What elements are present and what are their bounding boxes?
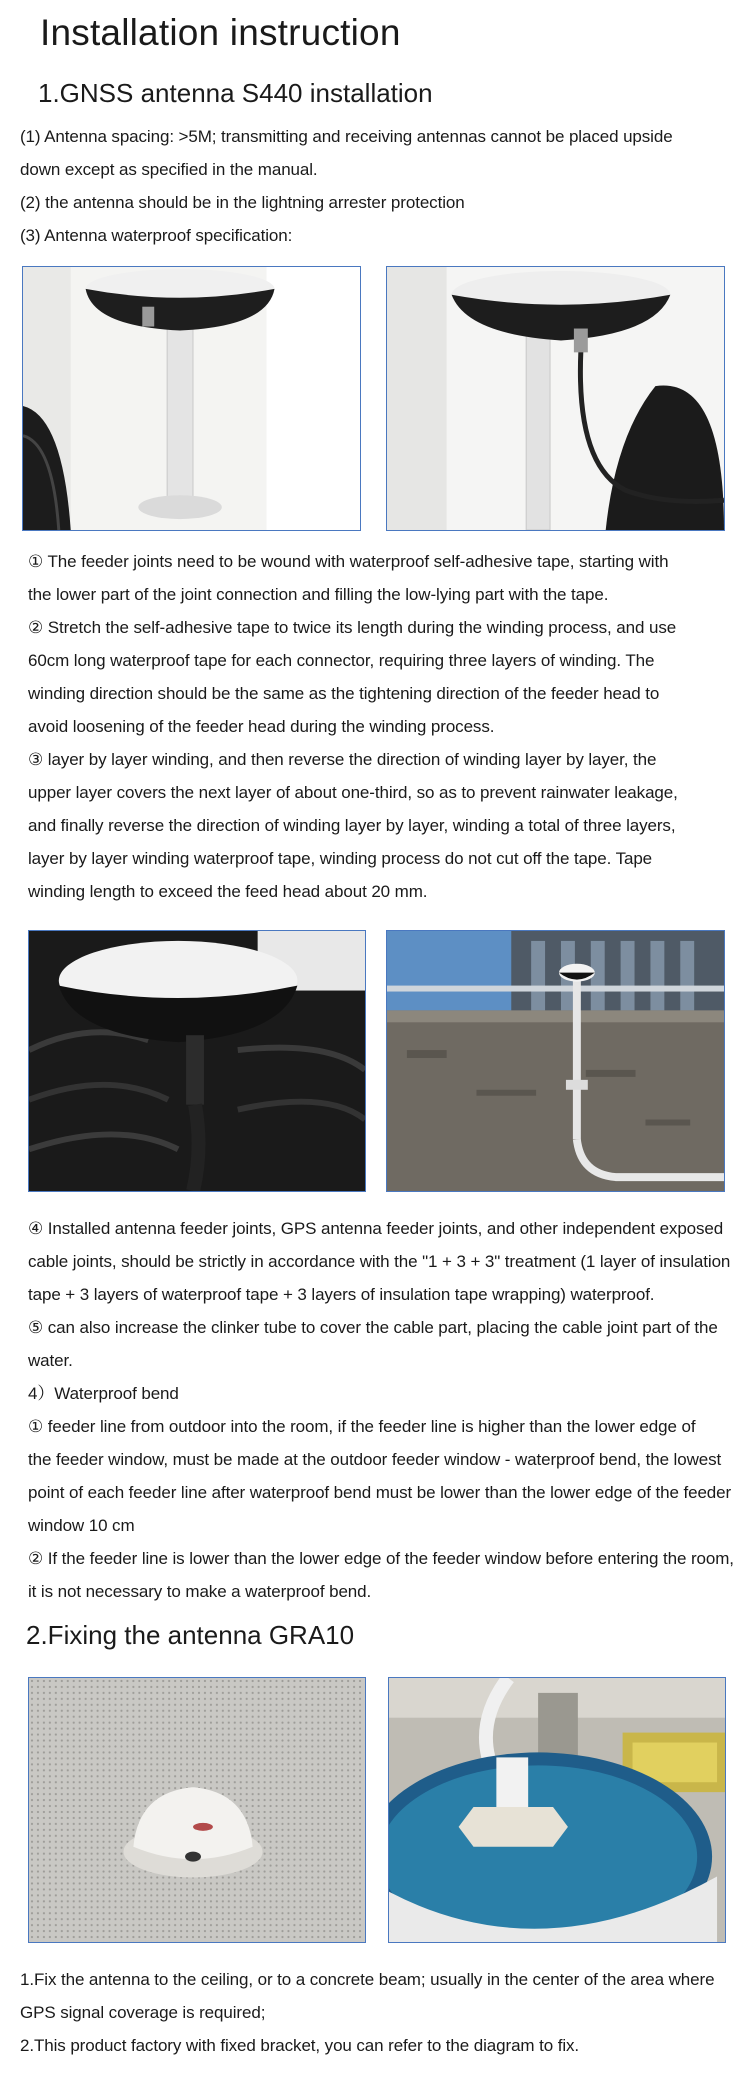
section-heading-gra10: 2.Fixing the antenna GRA10: [26, 1620, 355, 1650]
winding-steps-block: [28, 545, 678, 908]
step-line: winding direction should be the same as the tightening direction of the feeder head to: [28, 684, 660, 703]
treatment-steps-block: [28, 1212, 734, 1608]
antenna-closeup-photo: [28, 930, 366, 1192]
requirement-line: (2) the antenna should be in the lightning arrester protection: [20, 193, 465, 212]
step-line: winding length to exceed the feed head about 20 mm.: [28, 882, 428, 901]
antenna-rooftop-photo: [386, 930, 725, 1192]
step-line: cable joints, should be strictly in accordance with the "1 + 3 + 3" treatment (1 layer of insulation: [28, 1252, 731, 1271]
step-line: it is not necessary to make a waterproof bend.: [28, 1582, 372, 1601]
note-line: GPS signal coverage is required;: [20, 2003, 266, 2022]
step-line: ⑤ can also increase the clinker tube to cover the cable part, placing the cable joint part of the: [28, 1318, 718, 1337]
step-line: ② If the feeder line is lower than the lower edge of the feeder window before entering the room,: [28, 1549, 734, 1568]
mounted-antenna-bracket-photo: [388, 1677, 726, 1943]
step-line: water.: [28, 1351, 73, 1370]
step-line: point of each feeder line after waterproof bend must be lower than the lower edge of the feeder: [28, 1483, 732, 1502]
step-line: ③ layer by layer winding, and then reverse the direction of winding layer by layer, the: [28, 750, 657, 769]
step-line: window 10 cm: [28, 1516, 135, 1535]
step-line: ① feeder line from outdoor into the room, if the feeder line is higher than the lower edge of: [28, 1417, 696, 1436]
requirement-line: (1) Antenna spacing: >5M; transmitting and receiving antennas cannot be placed upside: [20, 127, 673, 146]
note-line: 1.Fix the antenna to the ceiling, or to a concrete beam; usually in the center of the area where: [20, 1970, 715, 1989]
antenna-with-cable-photo: [386, 266, 725, 531]
requirement-line: down except as specified in the manual.: [20, 160, 318, 179]
step-line: 4）Waterproof bend: [28, 1384, 179, 1403]
step-line: the lower part of the joint connection and filling the low-lying part with the tape.: [28, 585, 609, 604]
note-line: 2.This product factory with fixed bracket, you can refer to the diagram to fix.: [20, 2036, 580, 2055]
page-title: Installation instruction: [40, 12, 401, 53]
step-line: avoid loosening of the feeder head during the winding process.: [28, 717, 495, 736]
antenna-on-pole-photo: [22, 266, 361, 531]
step-line: ④ Installed antenna feeder joints, GPS antenna feeder joints, and other independent exposed: [28, 1219, 724, 1238]
requirements-block: [20, 120, 673, 252]
section-heading-gnss: 1.GNSS antenna S440 installation: [38, 78, 433, 108]
step-line: ① The feeder joints need to be wound with waterproof self-adhesive tape, starting with: [28, 552, 669, 571]
step-line: upper layer covers the next layer of about one-third, so as to prevent rainwater leakage,: [28, 783, 678, 802]
ceiling-antenna-photo: [28, 1677, 366, 1943]
requirement-line: (3) Antenna waterproof specification:: [20, 226, 293, 245]
step-line: 60cm long waterproof tape for each connector, requiring three layers of winding. The: [28, 651, 655, 670]
step-line: layer by layer winding waterproof tape, winding process do not cut off the tape. Tape: [28, 849, 653, 868]
step-line: tape + 3 layers of waterproof tape + 3 layers of insulation tape wrapping) waterproof.: [28, 1285, 655, 1304]
step-line: the feeder window, must be made at the outdoor feeder window - waterproof bend, the lowest: [28, 1450, 722, 1469]
step-line: ② Stretch the self-adhesive tape to twice its length during the winding process, and use: [28, 618, 677, 637]
gra10-notes-block: [20, 1963, 714, 2062]
step-line: and finally reverse the direction of winding layer by layer, winding a total of three layers,: [28, 816, 676, 835]
